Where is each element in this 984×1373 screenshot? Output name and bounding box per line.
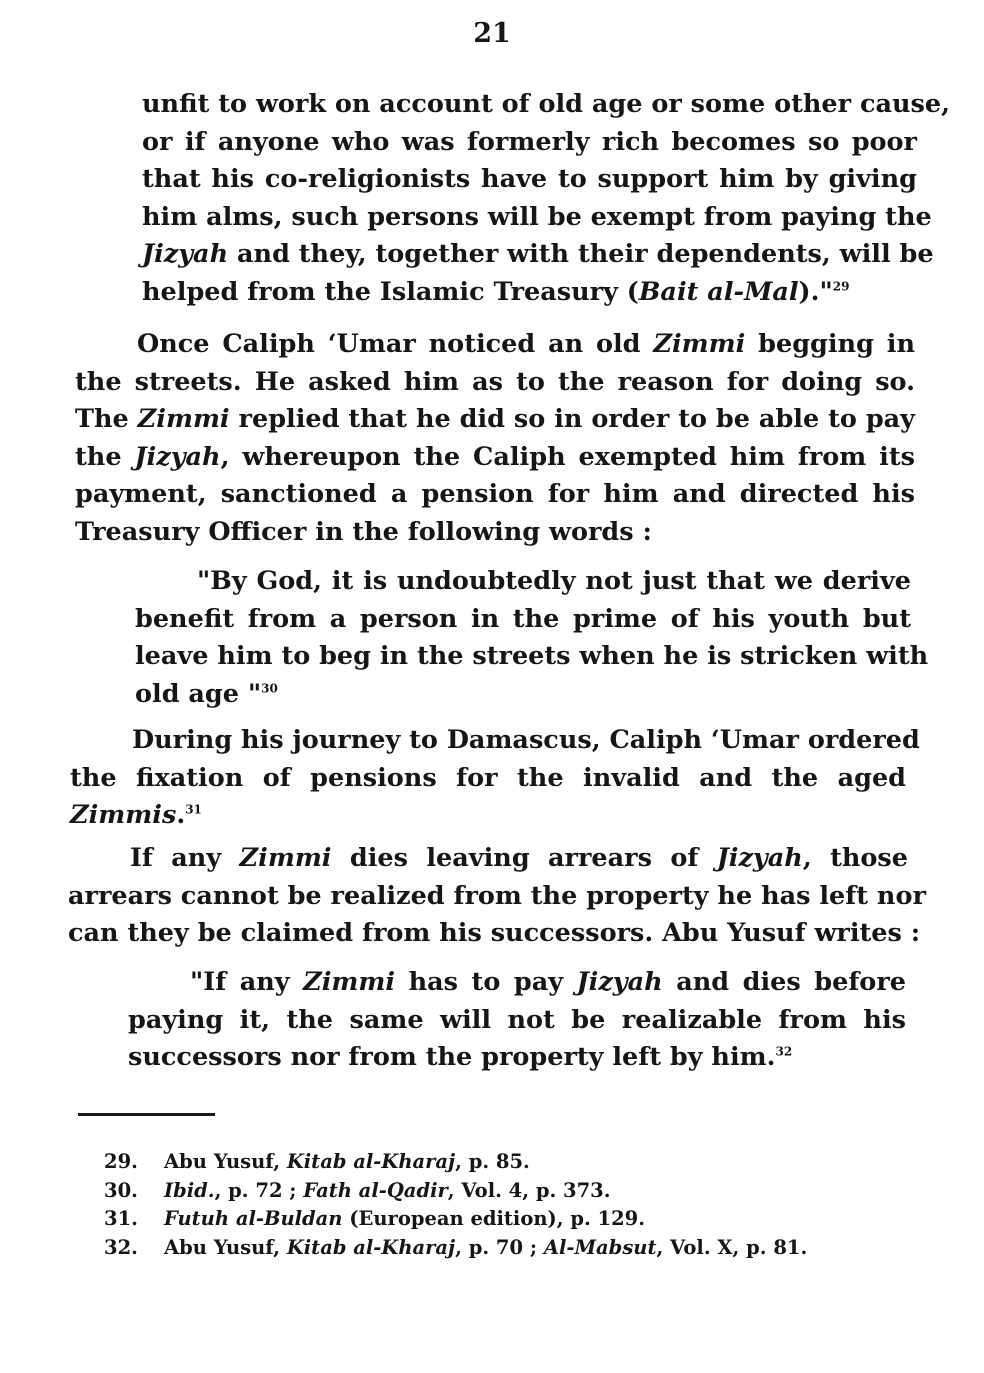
text-fragment: If any (130, 843, 240, 873)
footnote-text (164, 1148, 530, 1177)
text-fragment: and dies before (662, 967, 906, 997)
footnote-number: 32. (104, 1235, 138, 1259)
text-line (128, 964, 906, 1002)
book-title: Kitab al-Kharaj (286, 1235, 456, 1259)
term-zimmi: Zimmi (239, 843, 332, 873)
text-fragment: and they, together with their dependents, will be (228, 239, 934, 269)
text-fragment: dies leaving arrears of (331, 843, 717, 873)
text-fragment: )." (798, 276, 833, 307)
text-line: him alms, such persons will be exempt from paying the (142, 201, 932, 232)
footnote-text (164, 1234, 807, 1263)
page-number: 21 (473, 18, 511, 49)
text-fragment: (European edition), p. 129. (342, 1207, 646, 1230)
footnote-divider (78, 1113, 215, 1116)
text-fragment: , p. 70 ; (455, 1235, 544, 1259)
term-bait-al-mal: Bait al-Mal (638, 276, 799, 307)
term-zimmis: Zimmis (70, 800, 177, 830)
block-quote-umar (135, 563, 929, 713)
text-line: can they be claimed from his successors. Abu Yusuf writes : (68, 918, 921, 948)
paragraph-caliph-umar (75, 326, 915, 551)
text-line (142, 274, 917, 312)
text-line: arrears cannot be realized from the property he has left nor (68, 880, 926, 911)
book-title: Fath al-Qadir (303, 1178, 448, 1202)
footnotes (104, 1148, 924, 1262)
text-line: the fixation of pensions for the invalid and the aged (70, 762, 906, 793)
text-line: or if anyone who was formerly rich becomes so poor (142, 126, 917, 157)
text-line: leave him to beg in the streets when he is stricken with (135, 641, 929, 671)
footnote-31 (104, 1205, 924, 1234)
footnote-text (164, 1205, 645, 1234)
paragraph-damascus (70, 722, 920, 835)
text-fragment: successors nor from the property left by him. (128, 1042, 776, 1072)
block-quote-abu-yusuf (128, 964, 906, 1077)
book-title: Kitab al-Kharaj (286, 1150, 456, 1173)
text-fragment: replied that he did so in order to be able to pay (229, 404, 915, 434)
text-line (135, 676, 911, 714)
term-jizyah: Jizyah (576, 967, 663, 997)
text-fragment: Once Caliph ‘Umar noticed an old (137, 329, 654, 359)
footnote-ref-31[interactable]: 31 (185, 802, 202, 817)
text-fragment: "If any (190, 967, 304, 997)
text-line (75, 439, 915, 477)
text-fragment: Abu Yusuf, (164, 1235, 287, 1259)
text-line (142, 236, 934, 274)
book-title: Al-Mabsut (543, 1235, 657, 1259)
footnote-29 (104, 1148, 924, 1177)
term-zimmi: Zimmi (303, 967, 396, 997)
text-line: benefit from a person in the prime of his youth but (135, 603, 911, 634)
text-fragment: old age " (135, 678, 262, 709)
text-fragment: begging in (745, 329, 915, 359)
text-line: payment, sanctioned a pension for him and directed his (75, 479, 915, 509)
footnote-32 (104, 1234, 924, 1263)
text-fragment: The (75, 404, 138, 434)
text-fragment: , those (802, 843, 908, 873)
text-fragment: , p. 72 ; (214, 1178, 304, 1202)
text-line (128, 1039, 906, 1077)
text-fragment: the (75, 441, 135, 472)
text-line: paying it, the same will not be realizable from his (128, 1004, 906, 1035)
footnote-number: 29. (104, 1150, 138, 1173)
term-zimmi: Zimmi (137, 404, 230, 434)
text-fragment: Abu Yusuf, (164, 1150, 287, 1173)
text-line: Treasury Officer in the following words : (75, 516, 652, 547)
footnote-text (164, 1177, 611, 1206)
text-line: "By God, it is undoubtedly not just that we derive (197, 566, 911, 596)
text-line (68, 840, 908, 878)
text-line: that his co-religionists have to support him by giving (142, 164, 917, 194)
book-title: Ibid. (164, 1178, 215, 1202)
text-line: unfit to work on account of old age or some other cause, (142, 89, 951, 119)
text-line: the streets. He asked him as to the reason for doing so. (75, 366, 915, 397)
footnote-number: 30. (104, 1178, 138, 1202)
term-jizyah: Jizyah (134, 441, 221, 472)
text-fragment: has to pay (395, 967, 577, 997)
text-line: During his journey to Damascus, Caliph ‘Umar ordered (132, 725, 920, 755)
footnote-30 (104, 1177, 924, 1206)
text-fragment: , Vol. 4, p. 373. (447, 1178, 611, 1202)
text-fragment: . (176, 800, 186, 830)
text-line (70, 797, 906, 835)
book-title: Futuh al-Buldan (164, 1207, 343, 1230)
footnote-ref-32[interactable]: 32 (775, 1044, 793, 1059)
footnote-ref-30[interactable]: 30 (261, 681, 278, 695)
paragraph-arrears (68, 840, 926, 953)
footnote-ref-29[interactable]: 29 (832, 279, 850, 293)
text-fragment: , p. 85. (455, 1150, 530, 1173)
term-jizyah: Jizyah (142, 239, 229, 269)
term-jizyah: Jizyah (716, 843, 803, 873)
term-zimmi: Zimmi (653, 329, 746, 359)
text-line (75, 326, 915, 364)
text-fragment: , Vol. X, p. 81. (656, 1235, 808, 1259)
text-line (75, 401, 915, 439)
footnote-number: 31. (104, 1207, 138, 1230)
text-fragment: helped from the Islamic Treasury ( (142, 276, 639, 307)
paragraph-continuation (142, 86, 951, 311)
text-fragment: , whereupon the Caliph exempted him from its (220, 441, 916, 472)
